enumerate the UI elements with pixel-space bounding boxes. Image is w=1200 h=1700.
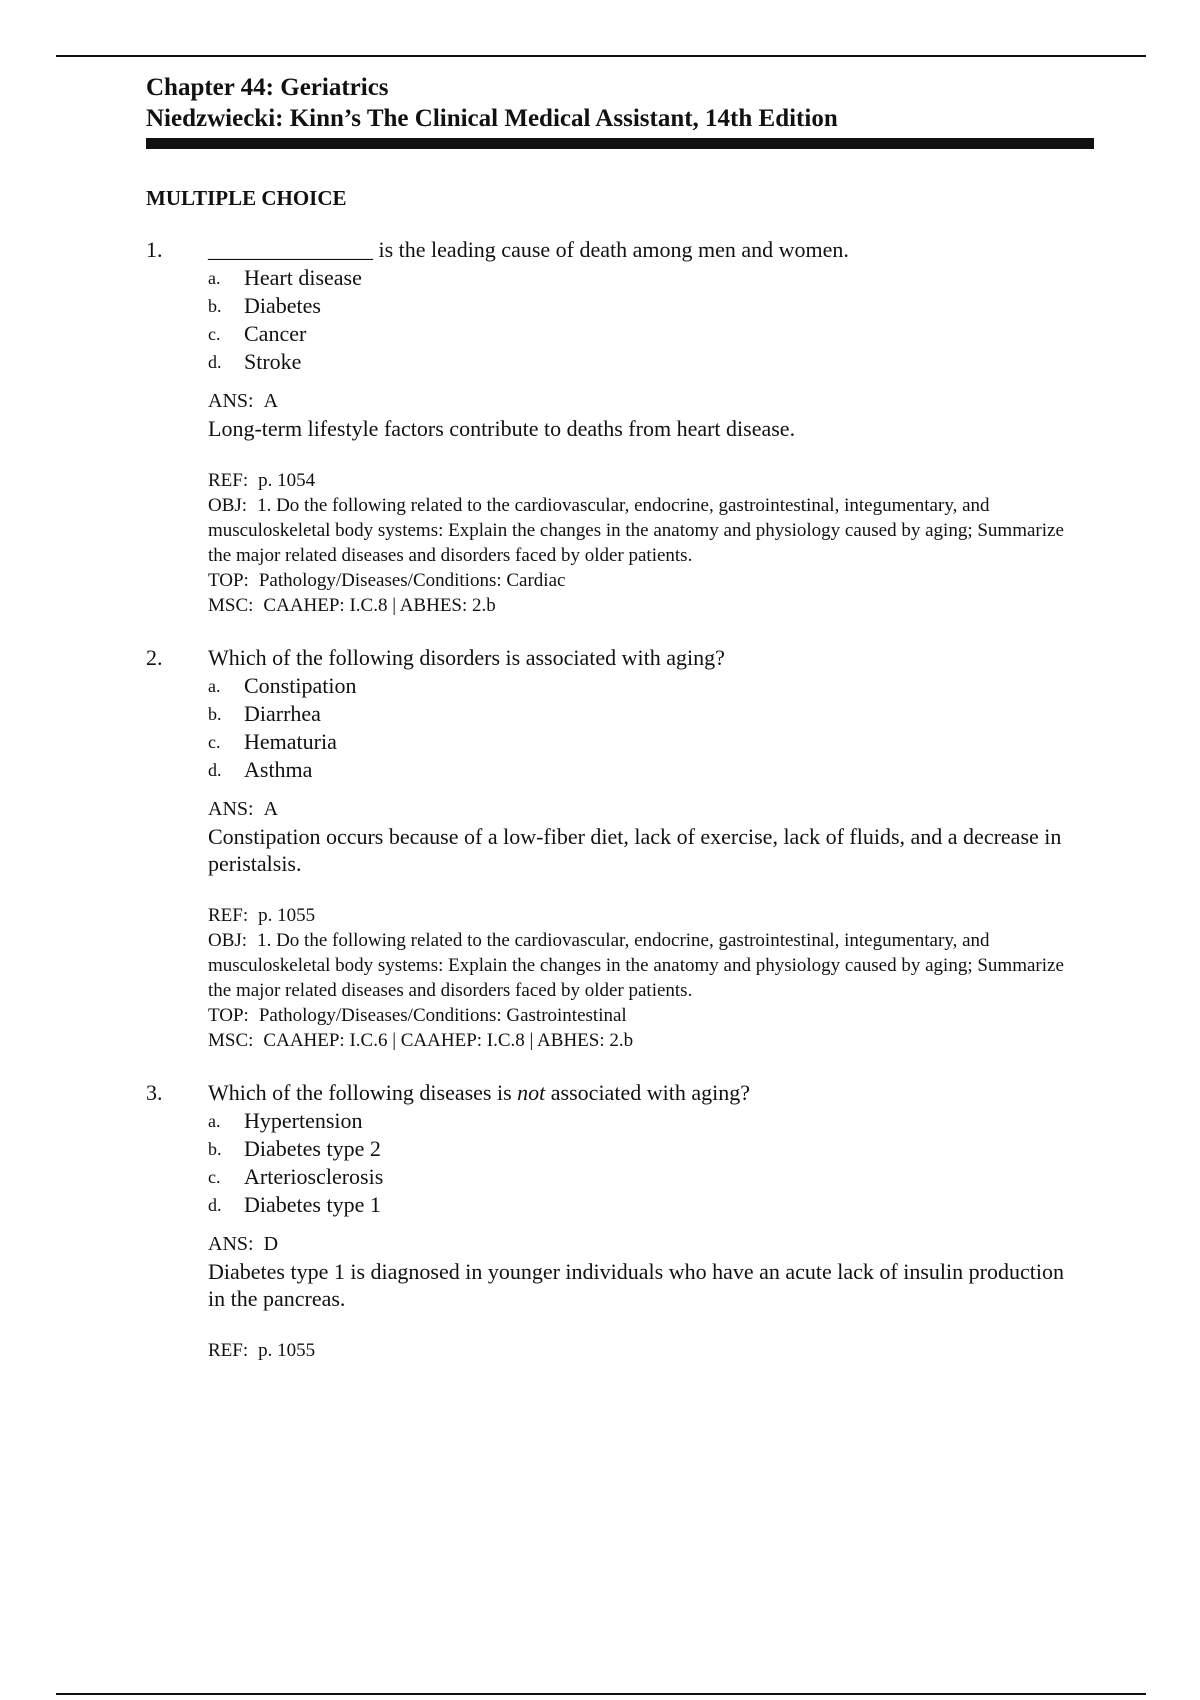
answer-key: ANS: A [208,798,279,820]
msc-line: MSC: CAAHEP: I.C.6 | CAAHEP: I.C.8 | ABHES: 2.b [208,1030,634,1051]
question-number: 1. [146,237,163,262]
answer-block [208,796,1066,877]
option-d: d. Asthma [208,757,313,782]
question-stem: Which of the following disorders is associated with aging? [208,645,725,670]
answer-block [208,1231,1066,1312]
answer-key: ANS: D [208,1233,279,1255]
ref-line: REF: p. 1054 [208,470,316,491]
option-b: b. Diabetes [208,293,321,318]
question-stem: Which of the following diseases is not associated with aging? [208,1080,750,1105]
answer-options [208,1107,1066,1219]
answer-options [208,672,1066,784]
question-2 [146,644,1066,1053]
answer-block [208,388,1066,442]
obj-line: OBJ: 1. Do the following related to the cardiovascular, endocrine, gastrointestinal, integumentary, and musculoskeletal body systems: Explain the changes in the anatomy and physiology caused by aging; Summarize the major related diseases and disorders faced by older patients. [208,495,1064,566]
bottom-rule [56,1693,1146,1695]
option-b: b. Diabetes type 2 [208,1136,381,1161]
msc-line: MSC: CAAHEP: I.C.8 | ABHES: 2.b [208,595,496,616]
obj-line: OBJ: 1. Do the following related to the cardiovascular, endocrine, gastrointestinal, integumentary, and musculoskeletal body systems: Explain the changes in the anatomy and physiology caused by aging; Summarize the major related diseases and disorders faced by older patients. [208,930,1064,1001]
question-number: 3. [146,1080,163,1105]
option-a: a. Hypertension [208,1108,363,1133]
question-stem: _______________ is the leading cause of death among men and women. [208,237,849,262]
document-header [146,72,1096,149]
question-number: 2. [146,645,163,670]
ref-line: REF: p. 1055 [208,1340,316,1361]
rationale: Constipation occurs because of a low-fiber diet, lack of exercise, lack of fluids, and a decrease in peristalsis. [208,824,1062,876]
question-1 [146,236,1066,618]
option-d: d. Diabetes type 1 [208,1192,381,1217]
book-title: Niedzwiecki: Kinn’s The Clinical Medical Assistant, 14th Edition [146,105,838,132]
option-c: c. Arteriosclerosis [208,1164,384,1189]
option-d: d. Stroke [208,349,302,374]
answer-options [208,264,1066,376]
question-list [146,236,1066,1389]
metadata [208,468,1066,618]
rationale: Long-term lifestyle factors contribute to deaths from heart disease. [208,416,796,441]
metadata [208,903,1066,1053]
chapter-title: Chapter 44: Geriatrics [146,74,389,101]
option-b: b. Diarrhea [208,701,321,726]
option-c: c. Hematuria [208,729,337,754]
answer-key: ANS: A [208,390,279,412]
option-a: a. Constipation [208,673,357,698]
option-a: a. Heart disease [208,265,362,290]
top-line: TOP: Pathology/Diseases/Conditions: Cardiac [208,570,566,591]
top-line: TOP: Pathology/Diseases/Conditions: Gastrointestinal [208,1005,627,1026]
option-c: c. Cancer [208,321,307,346]
section-title: MULTIPLE CHOICE [146,186,347,210]
ref-line: REF: p. 1055 [208,905,316,926]
header-rule [146,138,1094,149]
metadata [208,1338,1066,1363]
rationale: Diabetes type 1 is diagnosed in younger individuals who have an acute lack of insulin production in the pancreas. [208,1259,1064,1311]
question-3 [146,1079,1066,1363]
top-rule [56,55,1146,57]
